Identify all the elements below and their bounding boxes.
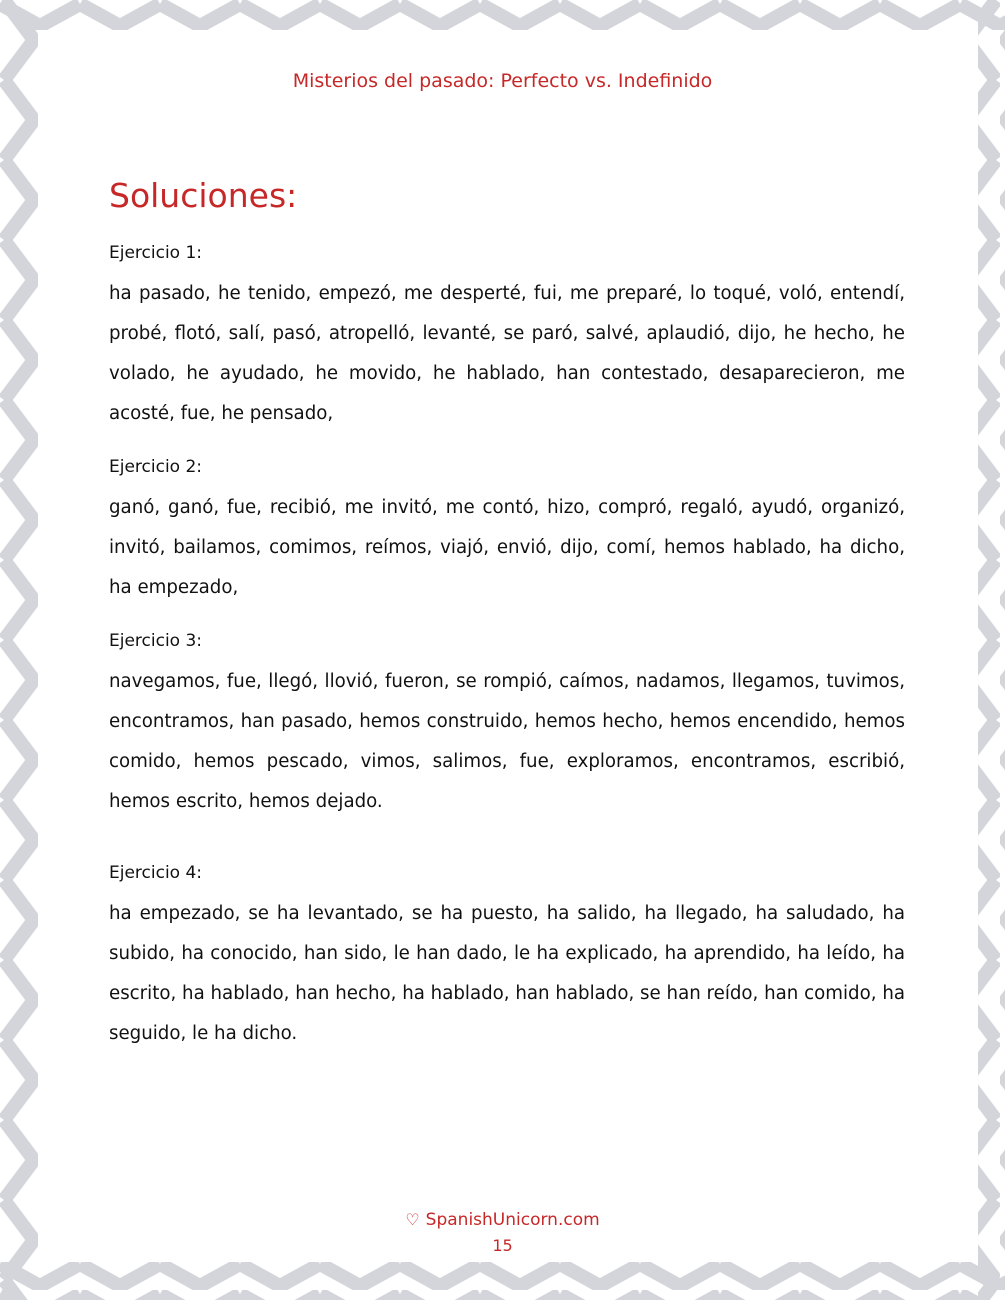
page-footer — [0, 1208, 1005, 1260]
exercise-answers: ha pasado, he tenido, empezó, me desperté, fui, me preparé, lo toqué, voló, entendí, probé, flotó, salí, pasó, atropelló, levanté, se paró, salvé, aplaudió, dijo, he hecho, he volado, he ayudado, he movido, he hablado, han contestado, desaparecieron, me acosté, fue, he pensado, — [109, 283, 905, 424]
exercise-answers: ha empezado, se ha levantado, se ha puesto, ha salido, ha llegado, ha saludado, ha subido, ha conocido, han sido, le han dado, le ha explicado, ha aprendido, ha leído, ha escrito, ha hablado, han hecho, ha hablado, han hablado, se han reído, han comido, ha seguido, le ha dicho. — [109, 903, 905, 1044]
footer-site-link[interactable] — [0, 1208, 1005, 1232]
exercise-4 — [109, 858, 905, 1054]
exercise-label: Ejercicio 3: — [109, 631, 203, 651]
exercise-answers: ganó, ganó, fue, recibió, me invitó, me contó, hizo, compró, regaló, ayudó, organizó, invitó, bailamos, comimos, reímos, viajó, envió, dijo, comí, hemos hablado, ha dicho, ha empezado, — [109, 497, 905, 598]
chevron-band-left — [0, 0, 38, 1300]
exercise-label: Ejercicio 2: — [109, 457, 203, 477]
page-number: 15 — [492, 1236, 513, 1255]
chevron-band-top — [0, 0, 1005, 30]
exercise-label: Ejercicio 1: — [109, 243, 203, 263]
exercise-1 — [109, 238, 905, 434]
heart-icon: ♡ — [405, 1210, 420, 1229]
exercise-answers: navegamos, fue, llegó, llovió, fueron, se rompió, caímos, nadamos, llegamos, tuvimos, encontramos, han pasado, hemos construido, hemos hecho, hemos encendido, hemos comido, hemos pescado, vimos, salimos, fue, exploramos, encontramos, escribió, hemos escrito, hemos dejado. — [109, 671, 905, 812]
exercise-3 — [109, 626, 905, 822]
page-header-title: Misterios del pasado: Perfecto vs. Indefinido — [292, 70, 713, 92]
footer-site-text: SpanishUnicorn.com — [425, 1210, 600, 1230]
solutions-heading: Soluciones: — [109, 176, 298, 215]
solutions-content — [109, 172, 905, 1072]
chevron-band-bottom — [0, 1262, 1005, 1300]
exercise-2 — [109, 452, 905, 608]
exercise-label: Ejercicio 4: — [109, 863, 203, 883]
chevron-band-right — [978, 0, 1005, 1300]
